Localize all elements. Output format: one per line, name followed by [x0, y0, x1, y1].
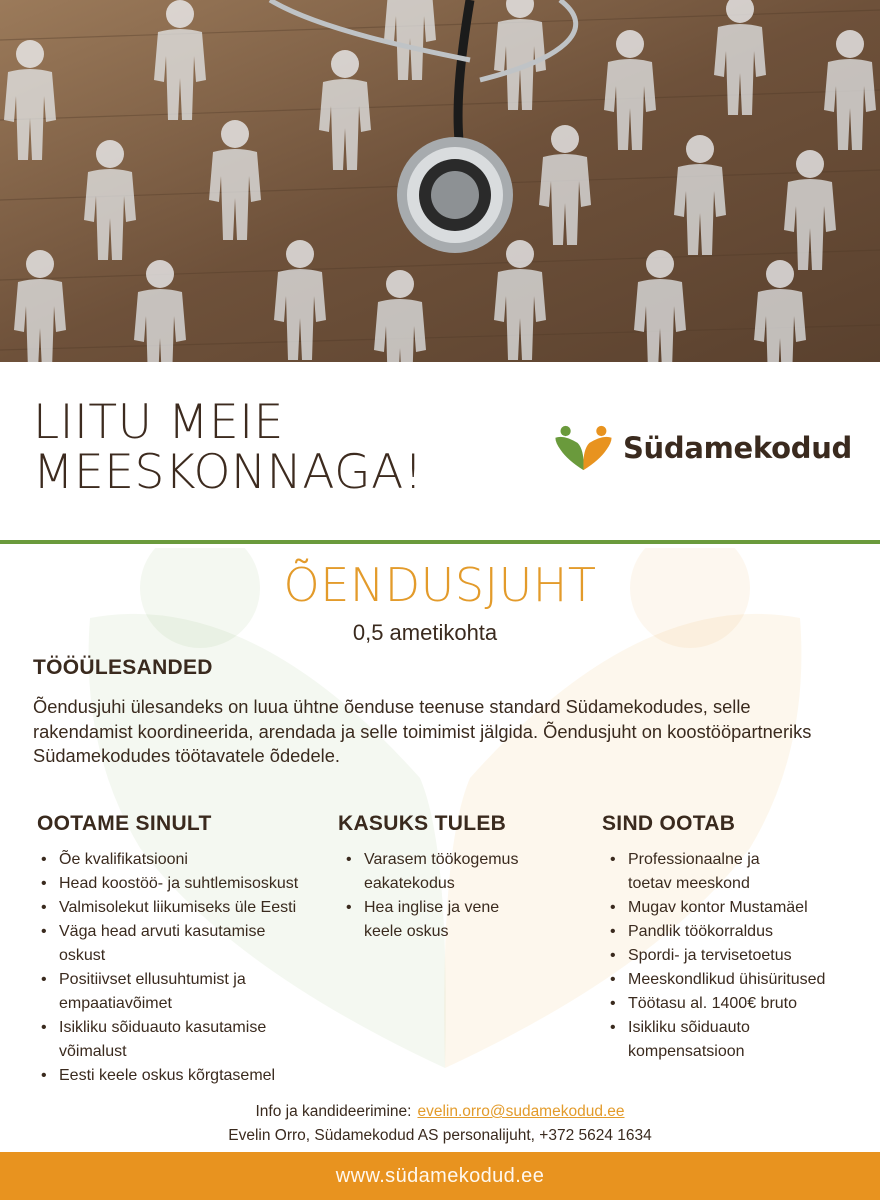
contact-person: Evelin Orro, Südamekodud AS personalijuht, +372 5624 1634	[228, 1127, 652, 1144]
contact-label: Info ja kandideerimine:	[255, 1103, 412, 1120]
list-item: • Hea inglise ja vene keele oskus	[340, 896, 530, 944]
green-divider	[0, 540, 880, 544]
list-item: • Head koostöö- ja suhtlemisoskust	[35, 872, 337, 896]
list-item: • Meeskondlikud ühisüritused	[604, 968, 874, 992]
job-workload: 0,5 ametikohta	[352, 620, 498, 645]
heart-people-logo-icon	[552, 418, 615, 478]
bonus-list	[340, 848, 550, 944]
list-item: • Õe kvalifikatsiooni	[35, 848, 337, 872]
duties-heading: TÖÖÜLESANDED	[33, 656, 213, 679]
expect-list	[35, 848, 337, 1088]
offer-list	[604, 848, 874, 1064]
offer-heading: SIND OOTAB	[602, 812, 736, 835]
contact-line	[0, 1103, 880, 1121]
hero-photo	[0, 0, 880, 362]
list-item: • Spordi- ja tervisetoetus	[604, 944, 874, 968]
duties-text: Õendusjuhi ülesandeks on luua ühtne õenduse teenuse standard Südamekodudes, selle rakendamist koordineerida, arendada ja selle toimimist jälgida. Õendusjuht on koostööpartneriks Südamekodudes töötavatele õdedele.	[33, 696, 812, 766]
headline-line-1: LIITU MEIE	[33, 395, 284, 450]
footer-bar	[0, 1152, 880, 1200]
job-title: ÕENDUSJUHT	[283, 558, 597, 612]
brand-name: Südamekodud	[622, 431, 852, 465]
hero-illustration	[0, 0, 880, 362]
bonus-heading: KASUKS TULEB	[338, 812, 507, 835]
list-item: • Valmisolekut liikumiseks üle Eesti	[35, 896, 337, 920]
list-item: • Varasem töökogemus eakatekodus	[340, 848, 540, 896]
headline	[33, 395, 513, 500]
expect-heading: OOTAME SINULT	[37, 812, 212, 835]
list-item: • Töötasu al. 1400€ bruto	[604, 992, 874, 1016]
contact-email-link[interactable]: evelin.orro@sudamekodud.ee	[417, 1103, 625, 1120]
list-item: • Isikliku sõiduauto kompensatsioon	[604, 1016, 804, 1064]
list-item: • Isikliku sõiduauto kasutamise võimalust	[35, 1016, 315, 1064]
website-link[interactable]: www.südamekodud.ee	[335, 1164, 545, 1187]
list-item: • Professionaalne ja toetav meeskond	[604, 848, 804, 896]
list-item: • Mugav kontor Mustamäel	[604, 896, 874, 920]
list-item: • Pandlik töökorraldus	[604, 920, 874, 944]
list-item: • Väga head arvuti kasutamise oskust	[35, 920, 305, 968]
list-item: • Positiivset ellusuhtumist ja empaatiavõimet	[35, 968, 285, 1016]
headline-line-2: MEESKONNAGA!	[33, 445, 424, 500]
list-item: • Eesti keele oskus kõrgtasemel	[35, 1064, 337, 1088]
brand-logo	[552, 418, 852, 478]
